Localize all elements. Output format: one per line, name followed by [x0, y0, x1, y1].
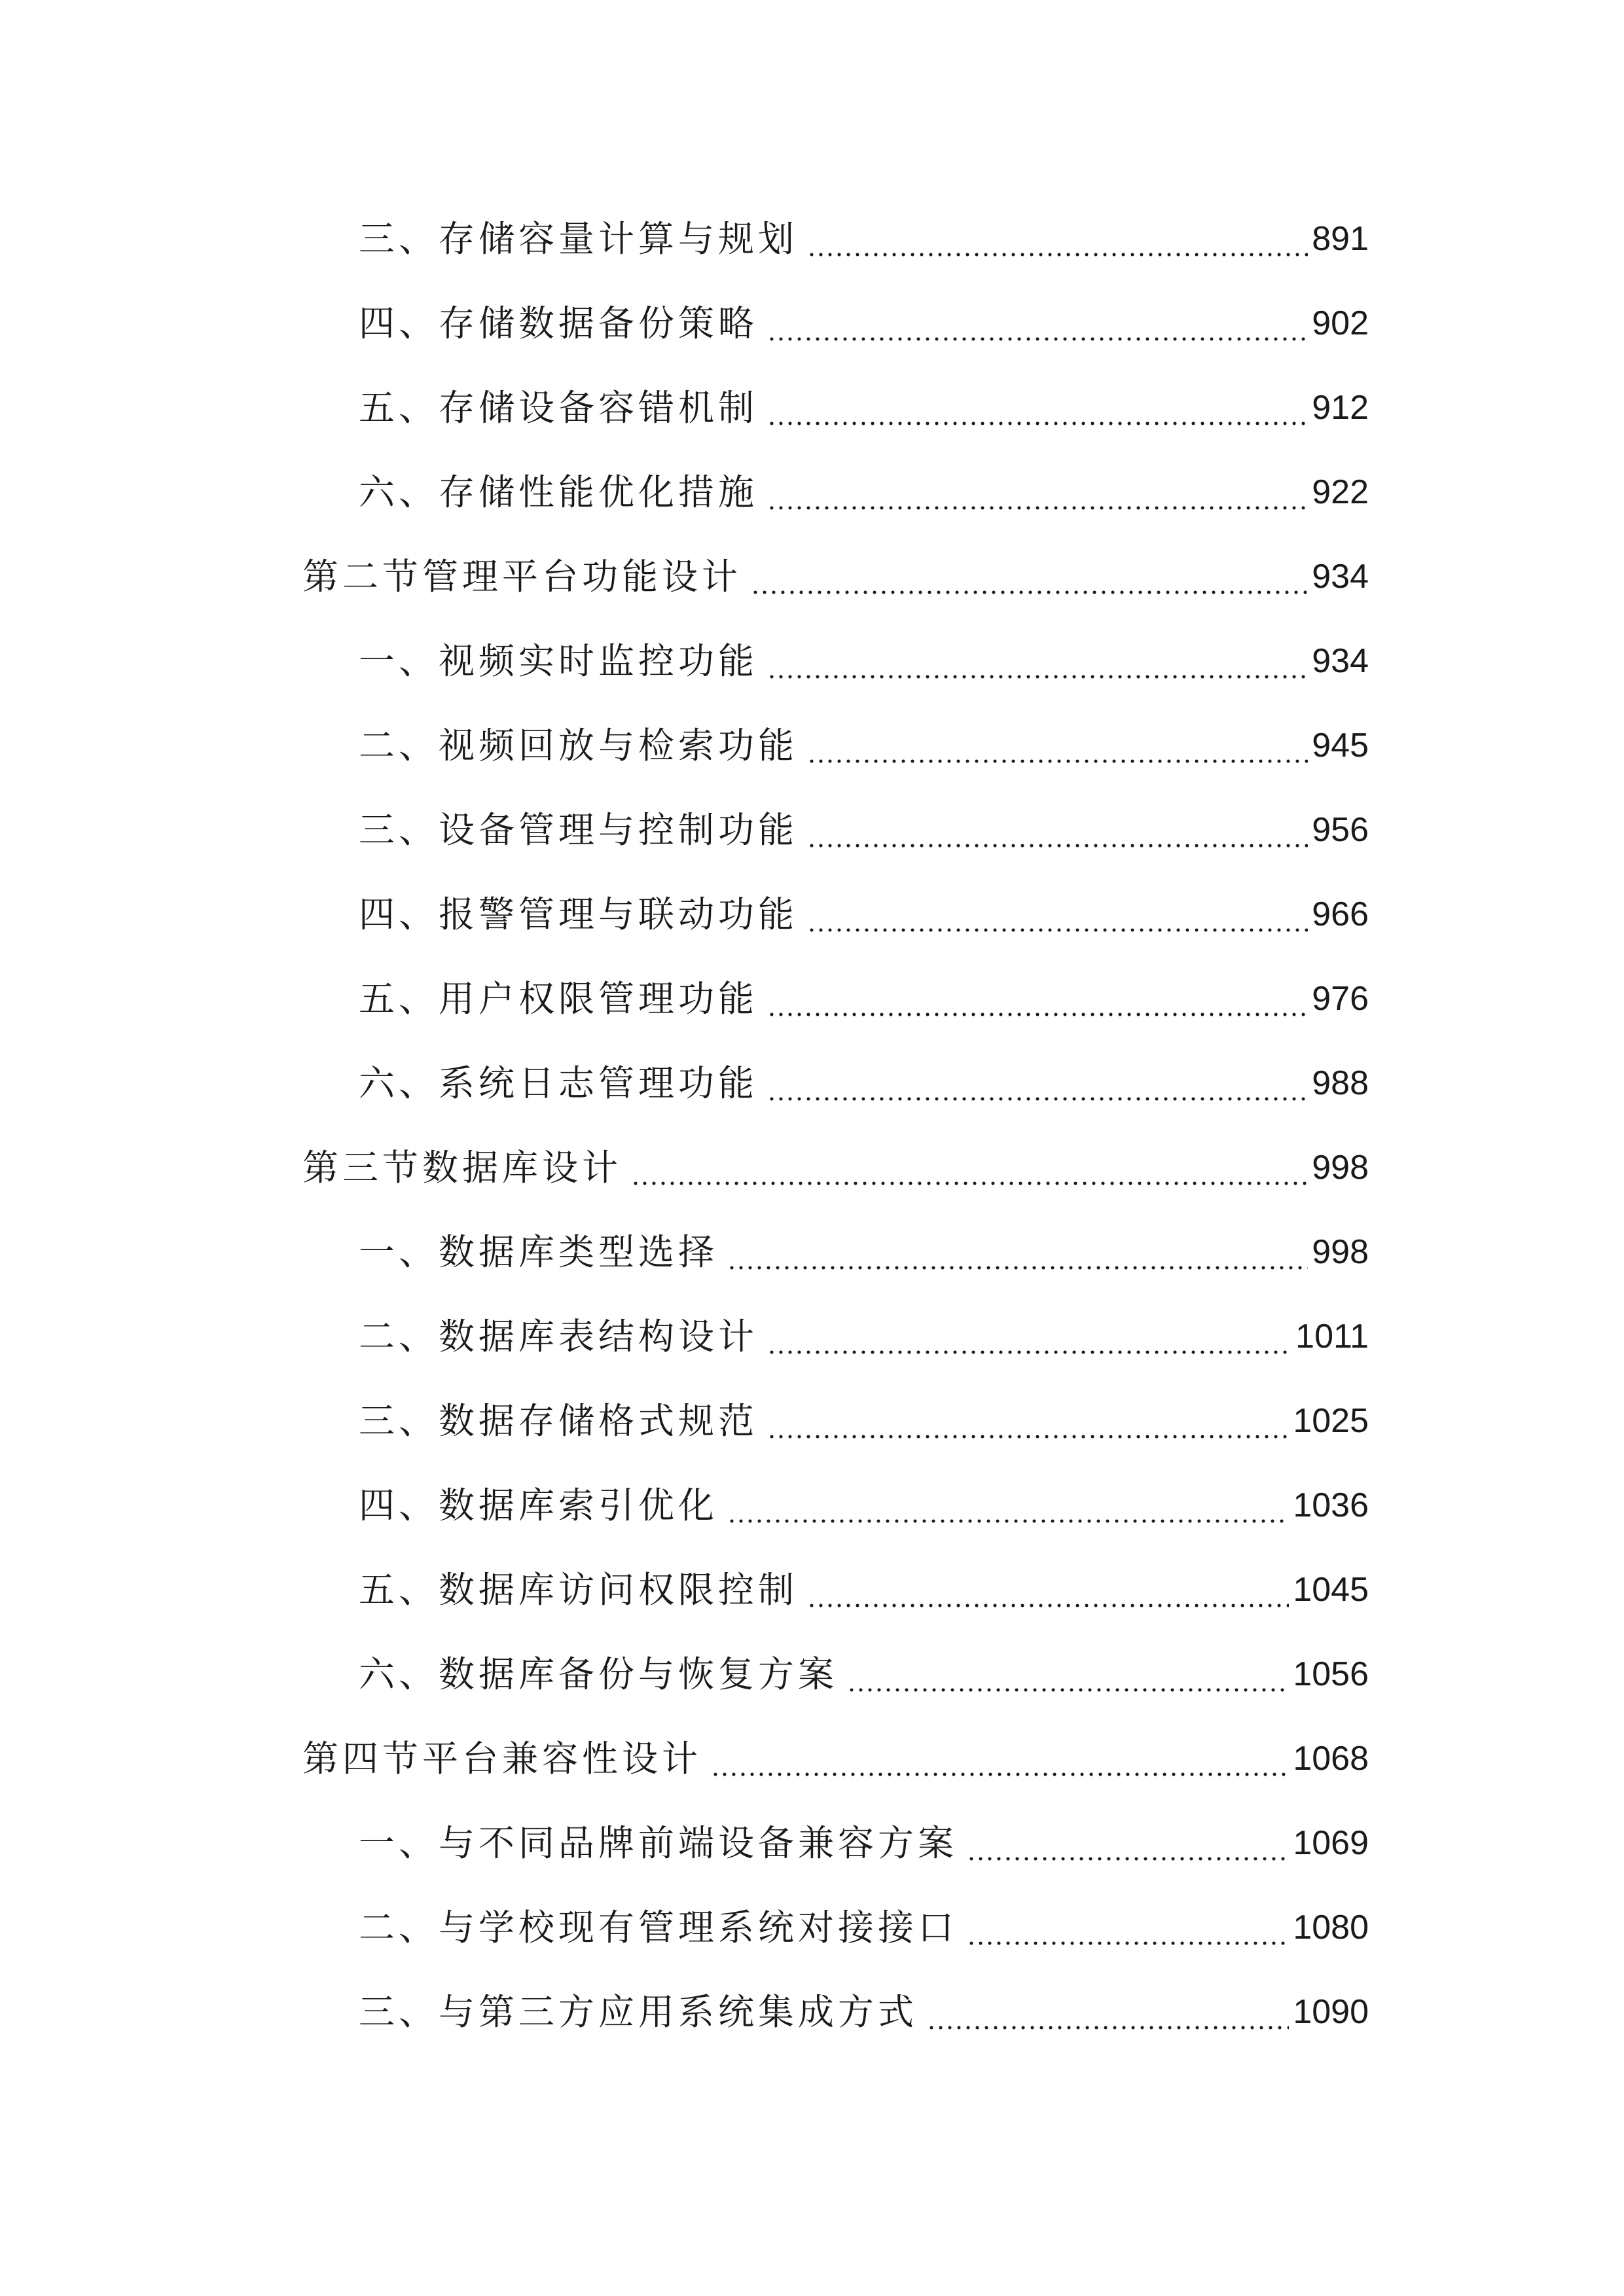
toc-row [0, 1729, 1624, 1788]
toc-entry-link[interactable] [302, 1729, 1369, 1788]
dot-leader [807, 885, 1308, 944]
dot-leader [767, 463, 1308, 522]
toc-entry-link[interactable] [359, 632, 1369, 691]
toc-entry-page-number: 1090 [1293, 1993, 1369, 2031]
dot-leader [767, 1391, 1289, 1450]
toc-entry-link[interactable] [359, 209, 1369, 268]
toc-entry-link[interactable] [359, 1814, 1369, 1873]
toc-entry-page-number: 934 [1312, 642, 1369, 680]
toc-row [0, 716, 1624, 775]
toc-entry-link[interactable] [359, 463, 1369, 522]
toc-entry-title: 二、数据库表结构设计 [359, 1316, 759, 1357]
dot-leader [727, 1223, 1308, 1282]
toc-entry-link[interactable] [359, 1560, 1369, 1619]
dot-leader [767, 1307, 1291, 1366]
toc-entry-title: 五、用户权限管理功能 [359, 978, 759, 1020]
toc-row [0, 209, 1624, 268]
toc-entry-page-number: 902 [1312, 304, 1369, 342]
toc-row [0, 885, 1624, 944]
toc-entry-title: 三、与第三方应用系统集成方式 [359, 1991, 918, 2033]
toc-row [0, 1391, 1624, 1450]
dot-leader [767, 294, 1308, 353]
toc-entry-title: 六、存储性能优化措施 [359, 471, 759, 513]
toc-entry-link[interactable] [302, 1138, 1369, 1197]
toc-row [0, 1223, 1624, 1282]
toc-row [0, 1560, 1624, 1619]
toc-entry-link[interactable] [359, 294, 1369, 353]
toc-entry-page-number: 934 [1312, 558, 1369, 596]
toc-row [0, 1054, 1624, 1113]
toc-entry-link[interactable] [359, 1054, 1369, 1113]
dot-leader [967, 1898, 1289, 1957]
toc-entry-page-number: 1069 [1293, 1824, 1369, 1862]
toc-row [0, 1476, 1624, 1535]
dot-leader [631, 1138, 1308, 1197]
toc-entry-page-number: 922 [1312, 473, 1369, 511]
toc-entry-link[interactable] [359, 1307, 1369, 1366]
toc-section-title: 第四节平台兼容性设计 [302, 1738, 702, 1780]
dot-leader [767, 1054, 1308, 1113]
dot-leader [927, 1982, 1289, 2041]
dot-leader [751, 547, 1308, 606]
toc-row [0, 1814, 1624, 1873]
toc-row [0, 463, 1624, 522]
toc-entry-page-number: 998 [1312, 1233, 1369, 1271]
toc-entry-link[interactable] [359, 1391, 1369, 1450]
dot-leader [807, 716, 1308, 775]
toc-entry-link[interactable] [359, 800, 1369, 859]
toc-entry-title: 二、视频回放与检索功能 [359, 725, 799, 766]
toc-row [0, 1645, 1624, 1704]
toc-entry-page-number: 966 [1312, 895, 1369, 933]
dot-leader [727, 1476, 1289, 1535]
toc-entry-link[interactable] [359, 1645, 1369, 1704]
toc-entry-title: 四、存储数据备份策略 [359, 302, 759, 344]
toc-row [0, 294, 1624, 353]
toc-entry-title: 五、存储设备容错机制 [359, 387, 759, 429]
toc-section-title: 第二节管理平台功能设计 [302, 556, 742, 598]
toc-entry-title: 三、数据存储格式规范 [359, 1400, 759, 1442]
toc-entry-link[interactable] [359, 716, 1369, 775]
toc-entry-page-number: 956 [1312, 811, 1369, 849]
toc-entry-title: 六、系统日志管理功能 [359, 1062, 759, 1104]
toc-row [0, 378, 1624, 437]
toc-entry-page-number: 988 [1312, 1064, 1369, 1102]
toc-entry-link[interactable] [359, 1476, 1369, 1535]
toc-entry-title: 四、报警管理与联动功能 [359, 893, 799, 935]
toc-entry-link[interactable] [302, 547, 1369, 606]
dot-leader [807, 209, 1308, 268]
toc-entry-link[interactable] [359, 1223, 1369, 1282]
toc-entry-link[interactable] [359, 969, 1369, 1028]
toc-entry-page-number: 1080 [1293, 1909, 1369, 1946]
dot-leader [807, 800, 1308, 859]
toc-entry-link[interactable] [359, 378, 1369, 437]
toc-row [0, 800, 1624, 859]
dot-leader [767, 969, 1308, 1028]
toc-row [0, 1307, 1624, 1366]
toc-entry-title: 三、存储容量计算与规划 [359, 218, 799, 260]
toc-section-title: 第三节数据库设计 [302, 1147, 623, 1189]
toc-row [0, 1982, 1624, 2041]
toc-entry-page-number: 1025 [1293, 1402, 1369, 1440]
toc-entry-title: 三、设备管理与控制功能 [359, 809, 799, 851]
dot-leader [767, 632, 1308, 691]
toc-entry-page-number: 1056 [1293, 1655, 1369, 1693]
toc-entry-page-number: 891 [1312, 220, 1369, 258]
toc-entry-page-number: 945 [1312, 726, 1369, 764]
toc-row [0, 547, 1624, 606]
dot-leader [807, 1560, 1289, 1619]
toc-entry-title: 一、视频实时监控功能 [359, 640, 759, 682]
toc-entry-title: 一、数据库类型选择 [359, 1231, 719, 1273]
toc-row [0, 1898, 1624, 1957]
toc-entry-page-number: 1068 [1293, 1740, 1369, 1778]
toc-entry-title: 一、与不同品牌前端设备兼容方案 [359, 1822, 958, 1864]
toc-row [0, 969, 1624, 1028]
toc-entry-page-number: 1011 [1295, 1318, 1369, 1355]
toc-row [0, 632, 1624, 691]
dot-leader [711, 1729, 1289, 1788]
dot-leader [847, 1645, 1289, 1704]
toc-entry-page-number: 912 [1312, 389, 1369, 427]
toc-entry-page-number: 976 [1312, 980, 1369, 1018]
toc-entry-link[interactable] [359, 1898, 1369, 1957]
toc-entry-page-number: 1045 [1293, 1571, 1369, 1609]
toc-entry-page-number: 998 [1312, 1149, 1369, 1187]
dot-leader [967, 1814, 1289, 1873]
toc-entry-title: 二、与学校现有管理系统对接接口 [359, 1907, 958, 1948]
toc-entry-link[interactable] [359, 1982, 1369, 2041]
toc-entry-page-number: 1036 [1293, 1486, 1369, 1524]
dot-leader [767, 378, 1308, 437]
toc-entry-title: 四、数据库索引优化 [359, 1484, 719, 1526]
toc-entry-title: 六、数据库备份与恢复方案 [359, 1653, 839, 1695]
toc-entry-link[interactable] [359, 885, 1369, 944]
toc-row [0, 1138, 1624, 1197]
toc-entry-title: 五、数据库访问权限控制 [359, 1569, 799, 1611]
